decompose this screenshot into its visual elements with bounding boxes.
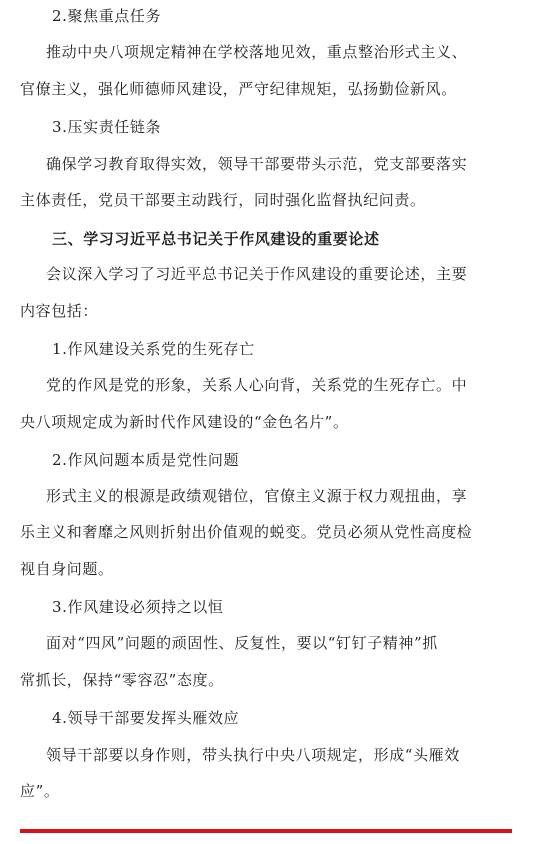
paragraph-line: 会议深入学习了习近平总书记关于作风建设的重要论述，主要 — [46, 265, 468, 283]
paragraph-line: 领导干部要以身作则，带头执行中央八项规定，形成“头雁效 — [46, 746, 460, 764]
paragraph-line: 推动中央八项规定精神在学校落地见效，重点整治形式主义、 — [46, 43, 468, 61]
subheading-focus-tasks: 2.聚焦重点任务 — [52, 7, 162, 25]
paragraph-line: 主体责任，党员干部要主动践行，同时强化监督执纪问责。 — [20, 191, 426, 209]
footer-red-divider — [20, 829, 512, 833]
paragraph-line: 内容包括： — [20, 302, 99, 320]
subheading-persistence: 3.作风建设必须持之以恒 — [52, 598, 224, 616]
paragraph-line: 应”。 — [20, 782, 60, 800]
paragraph-line: 视自身问题。 — [20, 560, 114, 578]
paragraph-line: 党的作风是党的形象，关系人心向背，关系党的生死存亡。中 — [46, 376, 468, 394]
subheading-life-and-death: 1.作风建设关系党的生死存亡 — [52, 340, 255, 358]
subheading-lead-goose: 4.领导干部要发挥头雁效应 — [52, 709, 240, 727]
paragraph-line: 形式主义的根源是政绩观错位，官僚主义源于权力观扭曲，享 — [46, 487, 468, 505]
paragraph-line: 面对“四风”问题的顽固性、反复性，要以“钉钉子精神”抓 — [46, 634, 438, 652]
paragraph-line: 确保学习教育取得实效，领导干部要带头示范，党支部要落实 — [46, 155, 468, 173]
subheading-party-spirit: 2.作风问题本质是党性问题 — [52, 451, 240, 469]
paragraph-line: 常抓长，保持“零容忍”态度。 — [20, 671, 224, 689]
section-heading: 三、学习习近平总书记关于作风建设的重要论述 — [52, 230, 380, 248]
paragraph-line: 央八项规定成为新时代作风建设的“金色名片”。 — [20, 413, 349, 431]
paragraph-line: 官僚主义，强化师德师风建设，严守纪律规矩，弘扬勤俭新风。 — [20, 80, 457, 98]
subheading-responsibility-chain: 3.压实责任链条 — [52, 118, 162, 136]
paragraph-line: 乐主义和奢靡之风则折射出价值观的蜕变。党员必须从党性高度检 — [20, 523, 473, 541]
